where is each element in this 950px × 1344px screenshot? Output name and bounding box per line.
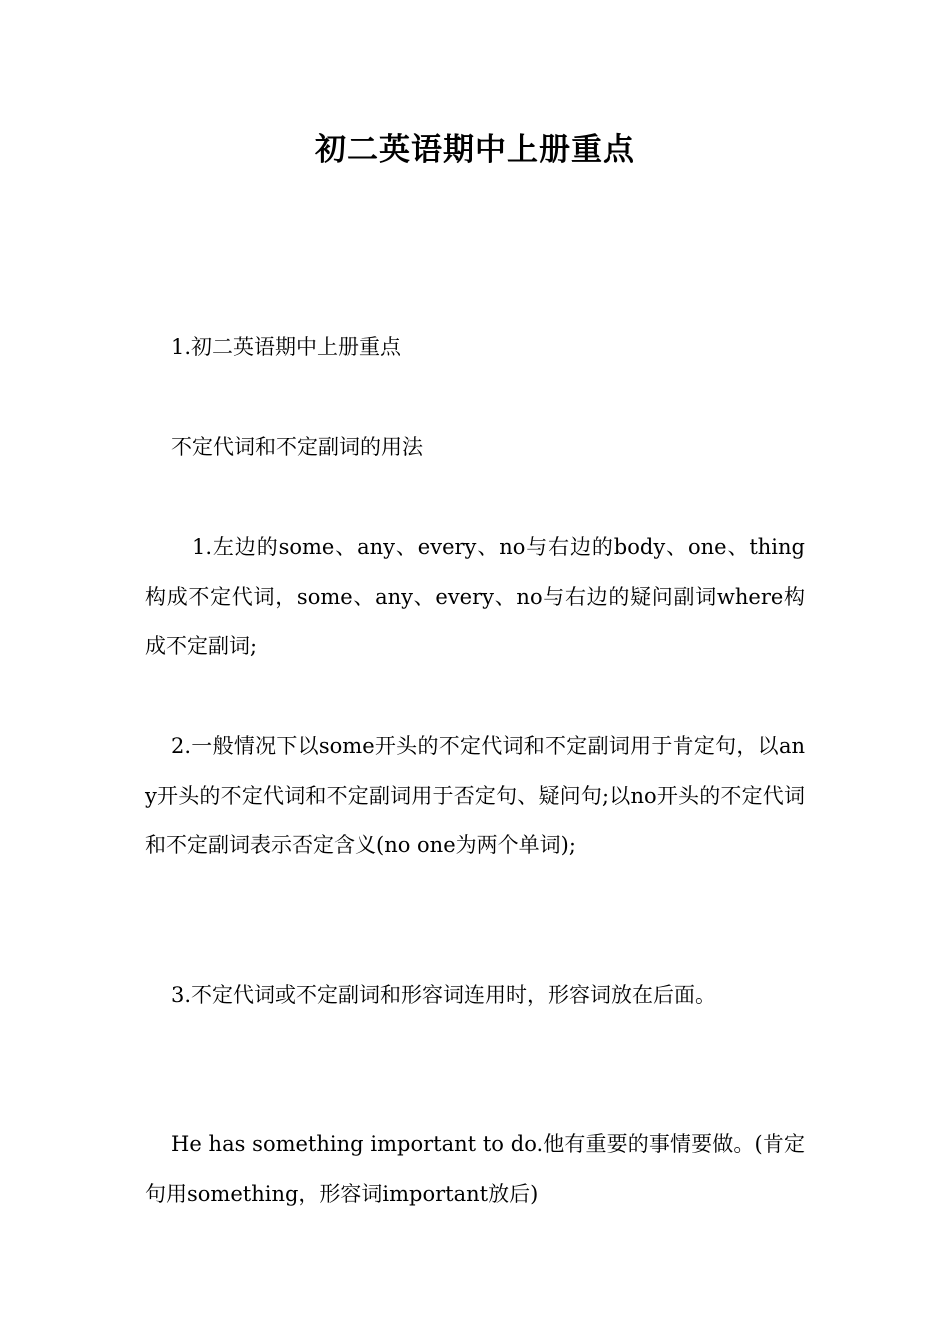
rule-paragraph-1: 1.左边的some、any、every、no与右边的body、one、thing构成不定代词，some、any、every、no与右边的疑问副词where构成不定副词; <box>145 535 805 659</box>
example-sentence: He has something important to do.他有重要的事情要做。(肯定句用something，形容词important放后) <box>145 1132 805 1206</box>
section-heading: 1.初二英语期中上册重点 <box>171 335 402 359</box>
subsection-heading: 不定代词和不定副词的用法 <box>171 435 423 459</box>
document-title: 初二英语期中上册重点 <box>315 132 635 168</box>
rule-paragraph-3: 3.不定代词或不定副词和形容词连用时，形容词放在后面。 <box>171 983 717 1007</box>
rule-paragraph-2: 2.一般情况下以some开头的不定代词和不定副词用于肯定句，以any开头的不定代词和不定副词用于否定句、疑问句;以no开头的不定代词和不定副词表示否定含义(no one为两个单词); <box>145 734 805 858</box>
